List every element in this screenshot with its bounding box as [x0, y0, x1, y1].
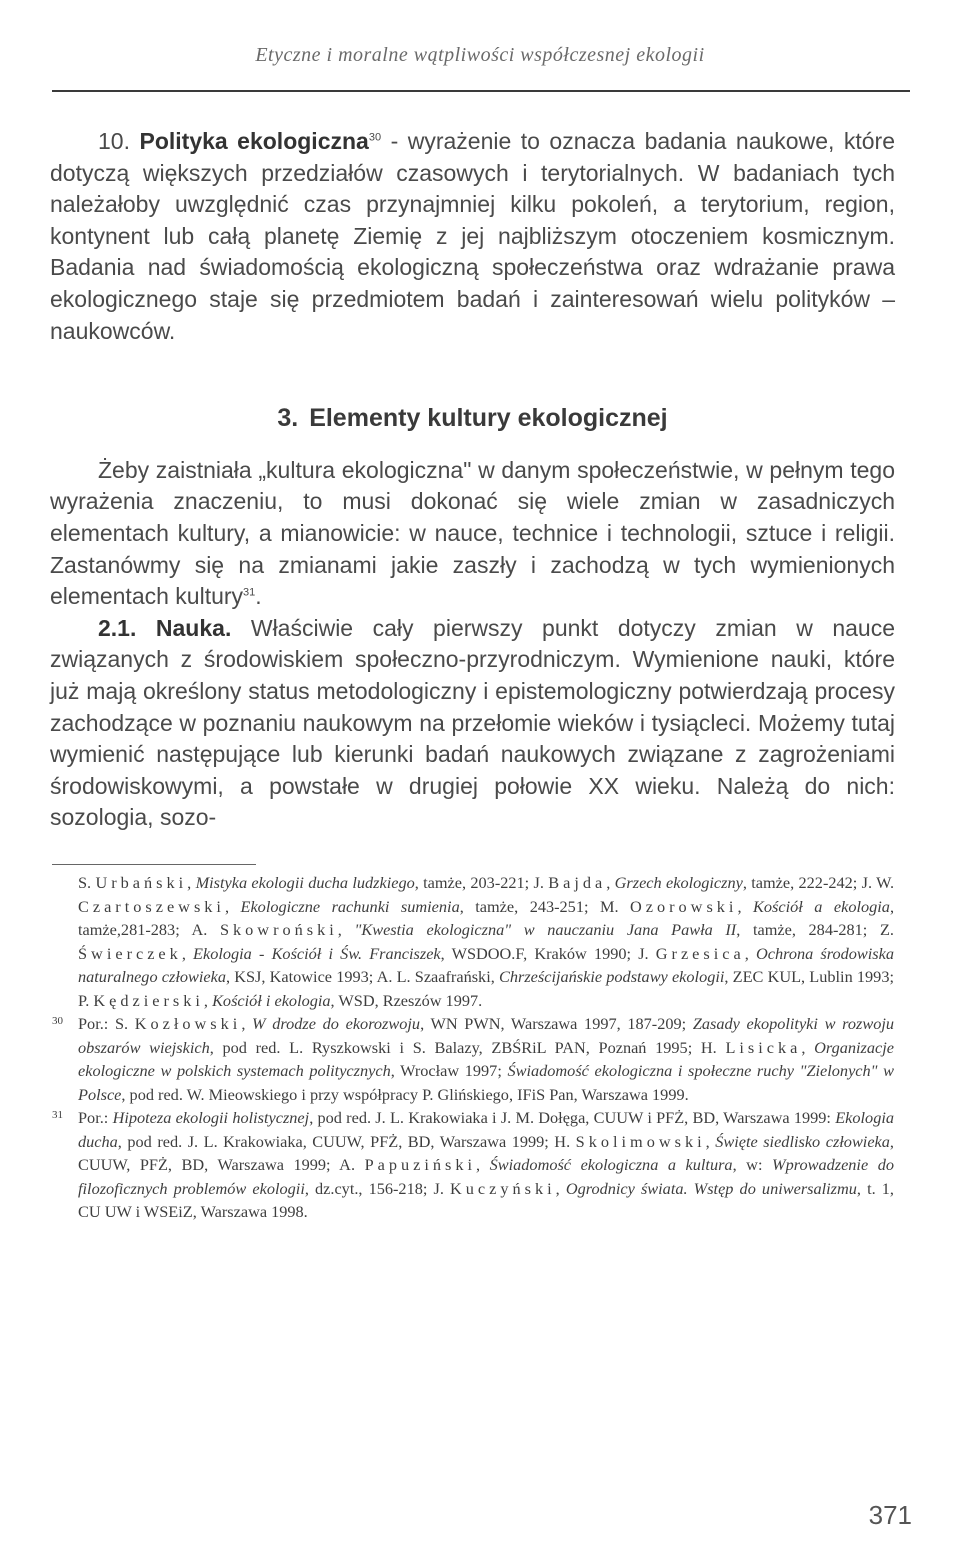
section-title: Elementy kultury ekologicznej: [309, 404, 668, 433]
footnote-run: , KSJ, Katowice 1993; A. L. Szaafrański,: [225, 967, 499, 986]
footnote-run: , dz.cyt., 156-218; J.: [304, 1178, 450, 1198]
footnote-run: ,: [801, 1037, 815, 1057]
footnote-author: Kuczyński: [450, 1178, 556, 1198]
item-10-term: Polityka ekologiczna: [139, 128, 369, 154]
main-text: [50, 126, 895, 834]
footnote-title: Chrześcijańskie podstawy ekologii: [498, 967, 725, 986]
footnote-run: ,: [224, 896, 241, 916]
footnote-author: Skolimowski: [575, 1131, 706, 1151]
footnote-ref-30[interactable]: 30: [368, 131, 382, 144]
running-head: Etyczne i moralne wątpliwości współczesnej ekologii: [255, 44, 705, 66]
footnote-run: , WN PWN, Warszawa 1997, 187-209;: [420, 1014, 693, 1033]
section-heading: [50, 403, 895, 435]
footnote-30-mark: 30: [52, 1015, 63, 1027]
footnote-continuation: [52, 871, 894, 1012]
footnote-author: Papuziński: [364, 1155, 477, 1174]
footnote-author: Świerczek: [78, 943, 182, 963]
header-rule: [52, 90, 910, 92]
footnote-title: Mistyka ekologii ducha ludzkiego: [195, 873, 415, 892]
footnote-run: , pod red. J. L. Krakowiaka, CUUW, PFŻ, BD, Warszawa 1999; H.: [117, 1131, 576, 1151]
footnote-title: Ekologia ducha: [78, 1108, 894, 1151]
subsection-number: 2.1.: [98, 614, 137, 641]
footnote-run: ,: [705, 1131, 716, 1151]
footnote-run: ,: [606, 873, 615, 892]
footnote-run: ,: [241, 1014, 253, 1033]
footnote-run: ,: [744, 943, 756, 963]
footnote-title: Kościół a ekologia: [753, 896, 890, 916]
footnote-run: Por.:: [78, 1108, 113, 1127]
footnote-author: Kędzierski: [93, 990, 204, 1010]
footnote-title: Wprowadzenie do filozoficznych problemów ekologii: [78, 1155, 895, 1198]
footnote-title: Zasady ekopolityki w rozwoju obszarów wiejskich: [78, 1014, 894, 1057]
footnote-run: ,: [737, 896, 754, 916]
footnote-run: , ZEC KUL, Lublin 1993; P.: [78, 967, 894, 1010]
footnotes: [52, 871, 894, 1224]
footnote-30-text: [78, 1012, 894, 1106]
footnote-run: ,: [187, 873, 196, 892]
footnote-run: , CUUW, PFŻ, BD, Warszawa 1999; A.: [78, 1131, 894, 1174]
footnote-run: ,: [181, 943, 194, 963]
item-10-number: 10.: [98, 128, 130, 154]
footnote-run: ,: [476, 1155, 490, 1174]
subsection-paragraph: [50, 613, 895, 834]
footnote-author: Grzesica: [655, 943, 745, 963]
section-number: 3.: [277, 404, 299, 433]
footnote-author: Kozłowski: [134, 1014, 242, 1033]
footnote-run: , tamże, 243-251; M.: [459, 896, 630, 916]
footnote-title: Grzech ekologiczny: [614, 873, 743, 892]
subsection-text: Właściwie cały pierwszy punkt dotyczy zmian w nauce związanych z środowiskiem społeczno-przyrodniczym. Wymienione nauki, które już mają określony status metodologiczny i epistemologiczny potwierdzają procesy zachodzące w poznaniu naukowym na przełomie wieków i tysiącleci. Możemy tutaj wymienić następujące lub kierunki badań naukowych związane z zagrożeniami środowiskowymi, a powstałe w drugiej połowie XX wieku. Należą do nich: sozologia, sozo-: [50, 614, 895, 831]
footnote-author: Ozorowski: [630, 896, 738, 916]
footnote-run: , WSDOO.F, Kraków 1990; J.: [440, 943, 656, 963]
footnote-title: Świadomość ekologiczna i społeczne ruchy "Zielonych" w Polsce: [78, 1061, 894, 1104]
footnote-title: Hipoteza ekologii holistycznej: [112, 1108, 310, 1127]
footnote-title: W drodze do ekorozwoju: [252, 1014, 421, 1033]
footnote-author: Urbański: [95, 873, 188, 892]
footnote-run: , w:: [732, 1155, 773, 1174]
footnote-author: Lisicka: [725, 1037, 802, 1057]
footnote-run: S.: [78, 873, 96, 892]
footnote-title: Ekologiczne rachunki sumienia: [240, 896, 460, 916]
footnote-title: Kościół i ekologia: [212, 990, 331, 1010]
footnote-title: Święte siedlisko człowieka: [715, 1131, 890, 1151]
intro-text: Żeby zaistniała „kultura ekologiczna" w danym społeczeństwie, w pełnym tego wyrażenia znaczeniu, to musi dokonać się wiele zmian w zasadniczych elementach kultury, a mianowicie: w nauce, technice i technologii, sztuce i religii. Zastanówmy się na zmianami jakie zaszły i zachodzą w tych wymienionych elementach kultury: [50, 456, 895, 610]
footnote-30: [52, 1012, 894, 1106]
footnote-run: , tamże, 203-221; J.: [414, 873, 549, 892]
subsection-title: Nauka.: [155, 614, 232, 641]
footnote-title: Świadomość ekologiczna a kultura: [489, 1155, 733, 1174]
footnote-run: , pod red. W. Mieowskiego i przy współpracy P. Glińskiego, IFiS Pan, Warszawa 1999.: [121, 1084, 689, 1104]
footnote-run: , WSD, Rzeszów 1997.: [330, 990, 483, 1010]
footnote-run: , t. 1, CU UW i WSEiZ, Warszawa 1998.: [78, 1178, 895, 1221]
footnote-ref-31[interactable]: 31: [243, 586, 256, 599]
footnote-run: ,: [555, 1178, 566, 1198]
footnote-title: Organizacje ekologiczne w polskich systemach politycznych: [78, 1037, 895, 1080]
footnote-run: , tamże, 284-281; Z.: [736, 920, 895, 939]
footnote-run: ,: [203, 990, 213, 1010]
footnote-title: "Kwestia ekologiczna" w nauczaniu Jana Pawła II: [354, 920, 737, 939]
footnote-31: [52, 1106, 894, 1224]
footnote-run: Por.: S.: [78, 1014, 135, 1033]
footnote-title: Ogrodnicy świata. Wstęp do uniwersalizmu: [565, 1178, 857, 1198]
intro-end: .: [255, 583, 262, 610]
footnote-31-text: [78, 1106, 894, 1224]
footnote-title: Ochrona środowiska naturalnego człowieka: [78, 943, 894, 986]
footnote-run: , Wrocław 1997;: [390, 1061, 508, 1080]
footnote-run: , tamże, 222-242; J. W.: [742, 873, 895, 892]
footnote-31-mark: 31: [52, 1109, 63, 1121]
item-10-text: - wyrażenie to oznacza badania naukowe, które dotyczą większych przedziałów czasowych i terytorialnych. W badaniach tych należałoby uwzględnić czas przynajmniej kilku pokoleń, a terytorium, region, kontynent lub całą planetę Ziemię z jej najbliższym otoczeniem kosmicznym. Badania nad świadomością ekologiczną społeczeństwa oraz wdrażanie prawa ekologicznego staje się przedmiotem badań i zainteresowań wielu polityków – naukowców.: [50, 128, 896, 344]
footnote-author: Bajda: [548, 873, 607, 892]
footnote-rule: [52, 864, 256, 865]
footnote-run: , pod red. L. Ryszkowski i S. Balazy, ZBŚRiL PAN, Poznań 1995; H.: [209, 1037, 726, 1057]
footnote-title: Ekologia - Kościół i Św. Franciszek: [193, 943, 441, 963]
footnote-author: Skowroński: [219, 920, 338, 939]
footnote-run: ,: [337, 920, 355, 939]
item-10-paragraph: [50, 126, 895, 347]
footnote-author: Czartoszewski: [78, 896, 225, 916]
footnote-run: , tamże,281-283; A.: [78, 896, 895, 939]
footnote-run: , pod red. J. L. Krakowiaka i J. M. Dołęga, CUUW i PFŻ, BD, Warszawa 1999:: [309, 1108, 836, 1127]
intro-paragraph: [50, 455, 895, 613]
page-number: 371: [868, 1500, 912, 1530]
footnote-continuation-text: [78, 871, 894, 1012]
